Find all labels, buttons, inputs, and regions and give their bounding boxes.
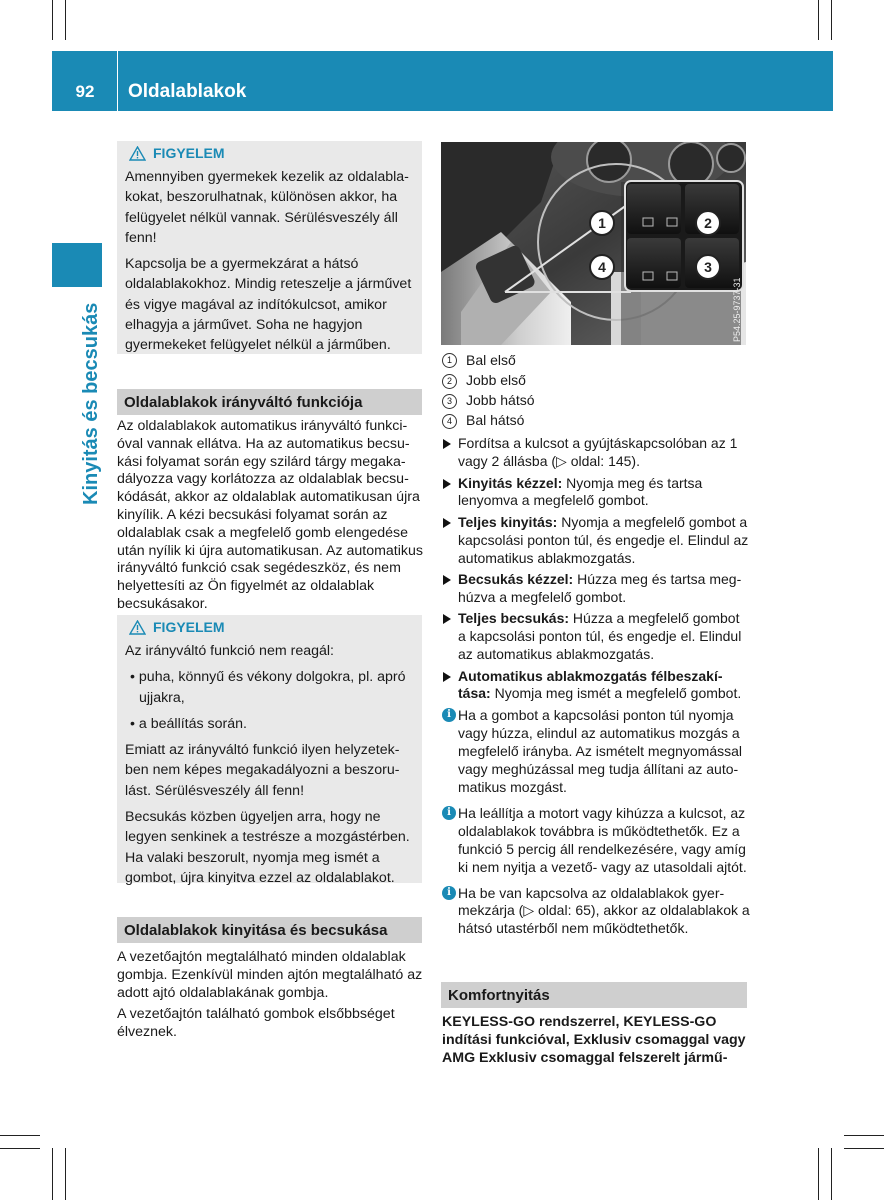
page-number: 92 xyxy=(75,82,95,101)
svg-text:3: 3 xyxy=(704,259,712,275)
warning-title-row xyxy=(125,145,412,161)
step-text: Nyomja meg ismét a megfelelő gombot. xyxy=(490,685,742,702)
crop-mark xyxy=(831,1148,832,1200)
window-switch-photo xyxy=(441,142,746,345)
callout-marker xyxy=(590,255,614,279)
page-title: Oldalablakok xyxy=(128,81,247,102)
number-marker: 2 xyxy=(442,374,457,389)
step-item xyxy=(442,475,750,511)
warning-title: FIGYELEM xyxy=(153,619,225,635)
info-note xyxy=(442,707,750,797)
number-marker: 4 xyxy=(442,414,457,429)
arrow-icon xyxy=(443,672,451,682)
bullet-text: a beállítás során. xyxy=(138,715,247,732)
step-label: Teljes becsukás: xyxy=(458,610,570,627)
legend-label: Bal első xyxy=(466,352,516,368)
step-item xyxy=(442,435,750,471)
bullet-item: • puha, könnyű és vékony dolgokra, pl. apró ujjakra, xyxy=(130,669,406,706)
legend-item xyxy=(442,392,750,410)
crop-mark xyxy=(52,1148,53,1200)
chapter-label: Kinyitás és becsukás xyxy=(80,302,102,505)
crop-mark xyxy=(844,1148,884,1149)
bullet-item: • a beállítás során. xyxy=(130,715,247,732)
callout-marker xyxy=(590,211,614,235)
crop-mark xyxy=(818,0,819,40)
step-label: Kinyitás kézzel: xyxy=(458,474,563,491)
paragraph: Az oldalablakok automatikus irányváltó funkcióval vannak ellátva. Ha az automatikus becsukási folyamat során egy szilárd tárgy megakadályozza vagy korlátozza az oldalablak becsukódását, akkor az oldalablak automatikusan újra kinyílik. A kézi becsukási folyamat során az oldalablak csak a megfelelő gomb elengedése után nyílik ki újra automatikusan. Az automatikus irányváltó funkció csak segédeszköz, és nem helyettesíti az Ön figyelmét az oldalablak becsukásakor. xyxy=(117,418,423,612)
section-heading: Oldalablakok kinyitása és becsukása xyxy=(117,917,422,943)
svg-text:2: 2 xyxy=(704,215,712,231)
warning-text: Amennyiben gyermekek kezelik az oldalablakokat, beszorulhatnak, különösen akkor, ha felügyelet nélkül vannak. Sérülésveszély áll fenn! xyxy=(125,169,409,246)
step-text: Húzza a megfelelő gombot a kapcsolási ponton túl, és engedje el. Elindul az automatikus ablakmozgatás. xyxy=(458,610,742,663)
step-item xyxy=(442,514,750,568)
info-note xyxy=(442,885,750,939)
warning-title: FIGYELEM xyxy=(153,145,225,161)
figure-code: P54.25-9737-31 xyxy=(732,277,742,342)
step-text: Nyomja meg és tartsa lenyomva a megfelelő gombot. xyxy=(458,474,703,509)
step-text: Fordítsa a kulcsot a gyújtáskapcsolóban az 1 vagy 2 állásba (▷ oldal: 145). xyxy=(458,435,738,470)
callout-marker xyxy=(696,255,720,279)
legend-item xyxy=(442,372,750,390)
crop-mark xyxy=(0,1135,40,1136)
legend-label: Jobb hátsó xyxy=(466,392,535,409)
info-note xyxy=(442,805,750,877)
legend-label: Jobb első xyxy=(466,372,526,389)
bullet-text: puha, könnyű és vékony dolgokra, pl. apró ujjakra, xyxy=(138,669,406,706)
warning-text: Kapcsolja be a gyermekzárat a hátsó oldalablakokhoz. Mindig reteszelje a járművet és vigye magával az indítókulcsot, amikor elhagyja a járművet. Soha ne hagyjon gyermekeket felügyelet nélkül a járműben. xyxy=(125,256,412,354)
arrow-icon xyxy=(443,575,451,585)
crop-mark xyxy=(818,1148,819,1200)
crop-mark xyxy=(65,0,66,40)
info-icon: i xyxy=(442,886,456,900)
step-text: Nyomja a megfelelő gombot a kapcsolási ponton túl, és engedje el. Elindul az automatikus ablakmozgatás. xyxy=(458,513,749,566)
crop-mark xyxy=(0,1148,40,1149)
svg-text:1: 1 xyxy=(598,215,606,231)
step-item xyxy=(442,610,750,664)
section-text xyxy=(117,418,423,618)
number-marker: 3 xyxy=(442,394,457,409)
section-text xyxy=(442,1014,748,1071)
instruction-list xyxy=(442,352,750,946)
step-item xyxy=(442,571,750,607)
number-marker: 1 xyxy=(442,353,457,368)
crop-mark xyxy=(831,0,832,40)
svg-text:4: 4 xyxy=(598,259,606,275)
chapter-tab xyxy=(52,243,102,287)
paragraph: A vezetőajtón található gombok elsőbbséget élveznek. xyxy=(117,1006,395,1041)
crop-mark xyxy=(844,1135,884,1136)
warning-box xyxy=(117,615,422,886)
info-icon: i xyxy=(442,708,456,722)
step-label: Teljes kinyitás: xyxy=(458,513,558,530)
warning-triangle-icon xyxy=(129,620,146,635)
info-text: Ha be van kapcsolva az oldalablakok gyermekzárja (▷ oldal: 65), akkor az oldalablakok a hátsó utastérből nem működtethetők. xyxy=(458,884,750,937)
header-divider xyxy=(117,51,118,111)
section-text xyxy=(117,949,423,1046)
step-item xyxy=(442,668,750,704)
info-text: Ha leállítja a motort vagy kihúzza a kulcsot, az oldalablakok továbbra is működtethetők. Ez a funkció 5 percig áll rendelkezésére, vagy amíg ki nem nyitja a vezető- vagy az utasoldali ajtót. xyxy=(458,804,747,875)
legend-label: Bal hátsó xyxy=(466,412,525,429)
arrow-icon xyxy=(443,439,451,449)
info-icon: i xyxy=(442,806,456,820)
warning-title-row xyxy=(125,619,412,635)
warning-box xyxy=(117,141,422,354)
arrow-icon xyxy=(443,518,451,528)
paragraph: A vezetőajtón megtalálható minden oldalablak gombja. Ezenkívül minden ajtón megtalálható az adott ajtó oldalablakának gombja. xyxy=(117,949,423,1001)
warning-text: Emiatt az irányváltó funkció ilyen helyzetekben nem képes megakadályozni a beszorulást. Sérülésveszély áll fenn! xyxy=(125,742,400,799)
callout-marker xyxy=(696,211,720,235)
warning-triangle-icon xyxy=(129,146,146,161)
step-label: Automatikus ablakmozgatás félbeszakítása: xyxy=(458,667,723,702)
arrow-icon xyxy=(443,614,451,624)
section-heading: Oldalablakok irányváltó funkciója xyxy=(117,389,422,415)
warning-text: Az irányváltó funkció nem reagál: xyxy=(125,643,334,659)
paragraph: KEYLESS-GO rendszerrel, KEYLESS-GO indítási funkcióval, Exklusiv csomaggal vagy AMG Exklusiv csomaggal felszerelt jármű- xyxy=(442,1014,746,1066)
step-text: Húzza meg és tartsa meghúzva a megfelelő gombot. xyxy=(458,571,742,605)
crop-mark xyxy=(65,1148,66,1200)
legend-item xyxy=(442,412,750,430)
arrow-icon xyxy=(443,479,451,489)
warning-text: Becsukás közben ügyeljen arra, hogy ne legyen senkinek a testrésze a mozgástérben. Ha valaki beszorult, nyomja meg ismét a gombot, újra kinyitva ezzel az oldalablakot. xyxy=(125,809,410,886)
info-text: Ha a gombot a kapcsolási ponton túl nyomja vagy húzza, elindul az automatikus mozgás a megfelelő irányba. Az ismételt megnyomással vagy meghúzással meg tudja állítani az automatikus mozgást. xyxy=(458,707,743,795)
section-heading: Komfortnyitás xyxy=(441,982,747,1008)
crop-mark xyxy=(52,0,53,40)
step-label: Becsukás kézzel: xyxy=(458,571,574,588)
legend-item xyxy=(442,352,750,370)
